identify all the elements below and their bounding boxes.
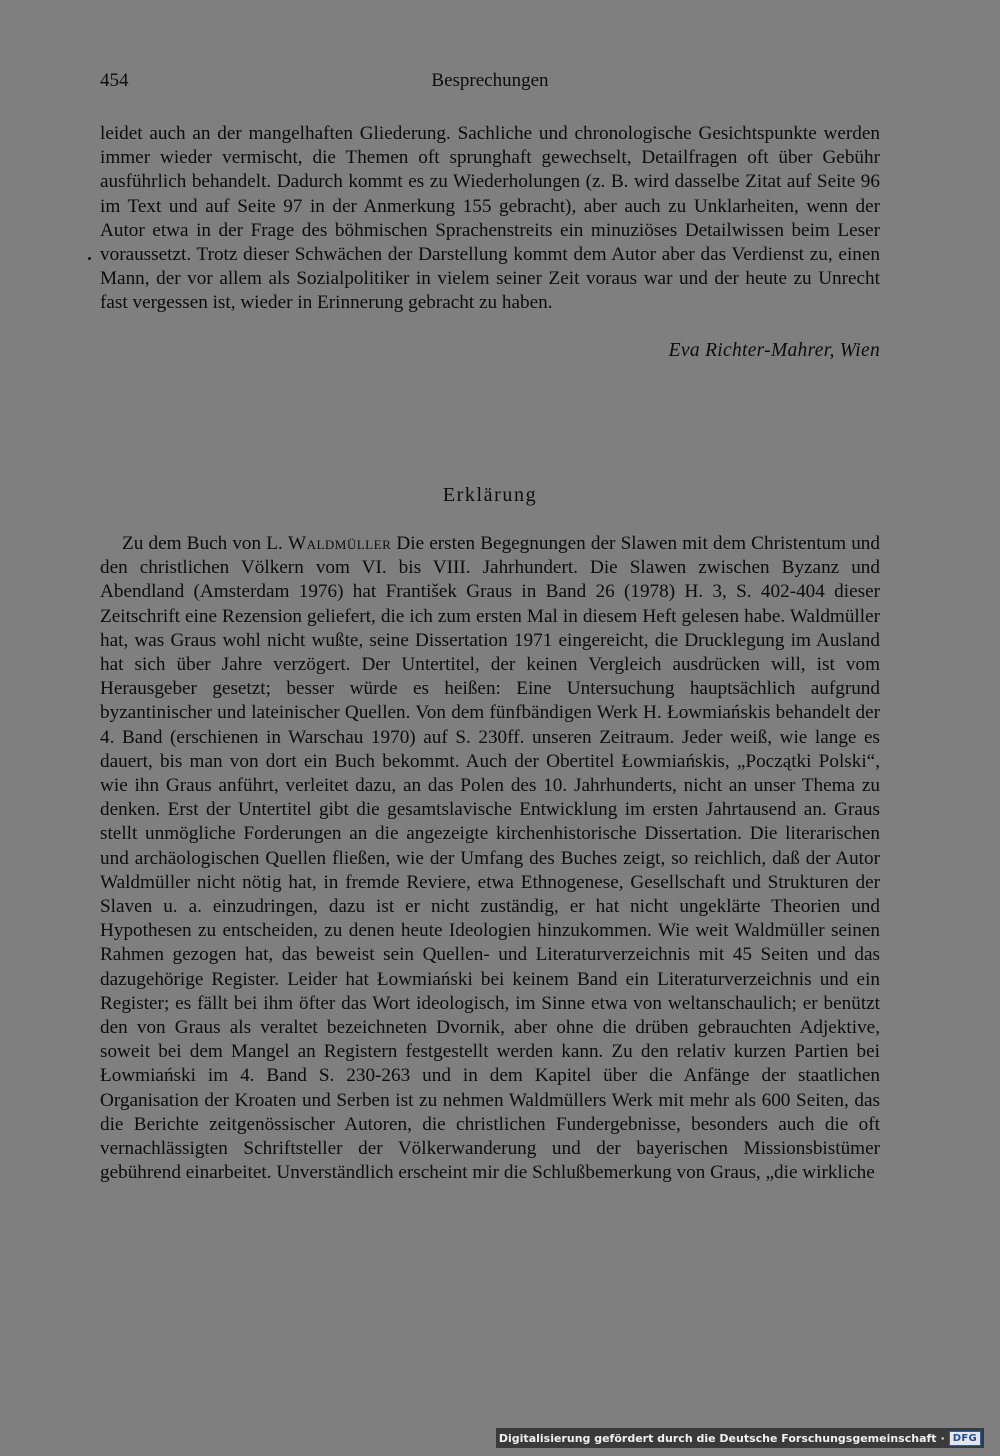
page-header xyxy=(100,70,880,96)
digitization-footer xyxy=(496,1428,984,1448)
intro-text: Zu dem Buch von L. xyxy=(122,533,288,554)
declaration-body xyxy=(100,532,880,1185)
scan-speck xyxy=(88,257,91,260)
dfg-logo-icon: DFG xyxy=(949,1431,981,1446)
review-paragraph: leidet auch an der mangelhaften Gliederung. Sachliche und chronologische Gesichtspunkte werden immer wieder vermischt, die Themen oft sprunghaft gewechselt, Detailfragen oft über Gebühr ausführlich behandelt. Dadurch kommt es zu Wiederholungen (z. B. wird dasselbe Zitat auf Seite 96 im Text und auf Seite 97 in der Anmerkung 155 gebracht), aber auch zu Unklarheiten, wenn der Autor etwa in der Frage des böhmischen Sprachenstreits ein minuziöses Detailwissen beim Leser voraussetzt. Trotz dieser Schwächen der Darstellung kommt dem Autor aber das Verdienst zu, einen Mann, der vor allem als Sozialpolitiker in vielem seiner Zeit voraus war und der heute zu Unrecht fast vergessen ist, wieder in Erinnerung gebracht zu haben. xyxy=(100,123,880,314)
section-title: Erklärung xyxy=(442,484,538,506)
footer-separator: · xyxy=(940,1431,945,1445)
author-name: Waldmüller xyxy=(287,533,392,554)
running-head: Besprechungen xyxy=(431,70,549,91)
review-conclusion xyxy=(100,122,880,316)
reviewer-signature: Eva Richter-Mahrer, Wien xyxy=(668,340,880,361)
body-text: Die ersten Begegnungen der Slawen mit dem Christentum und den christlichen Völkern vom VI. bis VIII. Jahrhundert. Die Slawen zwischen Byzanz und Abendland (Amsterdam 1976) hat František Graus in Band 26 (1978) H. 3, S. 402-404 dieser Zeitschrift eine Rezension geliefert, die ich zum ersten Mal in diesem Heft gelesen habe. Waldmüller hat, was Graus wohl nicht wußte, seine Dissertation 1971 eingereicht, die Drucklegung im Ausland hat sich über Jahre verzögert. Der Untertitel, der keinen Vergleich ausdrücken will, ist vom Herausgeber gesetzt; besser würde es heißen: Eine Untersuchung hauptsächlich aufgrund byzantinischer und lateinischer Quellen. Von dem fünfbändigen Werk H. Łowmiańskis behandelt der 4. Band (erschienen in Warschau 1970) auf S. 230ff. unseren Zeitraum. Jeder weiß, wie lange es dauert, bis man von dort ein Buch bekommt. Auch der Obertitel Łowmiańskis, „Początki Polski“, wie ihn Graus anführt, verleitet dazu, an das Polen des 10. Jahrhunderts, nicht an unser Thema zu denken. Erst der Untertitel gibt die gesamtslavische Entwicklung im ersten Jahrtausend an. Graus stellt unmögliche Forderungen an die angezeigte kirchenhistorische Dissertation. Die literarischen und archäologischen Quellen fließen, wie der Umfang des Buches zeigt, so reichlich, daß der Autor Waldmüller nicht nötig hat, in fremde Reviere, etwa Ethnogenese, Gesellschaft und Strukturen der Slaven u. a. einzudringen, dazu ist er nicht zuständig, er hat nicht ungeklärte Theorien und Hypothesen zu entscheiden, zu denen heute Ideologien hinzukommen. Wie weit Waldmüller seinen Rahmen gezogen hat, das beweist sein Quellen- und Literaturverzeichnis mit 45 Seiten und das dazugehörige Register. Leider hat Łowmiański bei keinem Band ein Literaturverzeichnis und ein Register; es fällt bei ihm öfter das Wort ideologisch, im Sinne etwa von weltanschaulich; er benützt den von Graus als veraltet bezeichneten Dvornik, aber ohne die drüben gebrauchten Adjektive, soweit bei dem Mangel an Registern festgestellt werden kann. Zu den relativ kurzen Partien bei Łowmiański im 4. Band S. 230-263 und in dem Kapitel über die Anfänge der staatlichen Organisation der Kroaten und Serben ist zu nehmen Waldmüllers Werk mit mehr als 600 Seiten, das die Berichte zeitgenössischer Autoren, die christlichen Fundergebnisse, besonders auch die oft vernachlässigten Schriftsteller der Völkerwanderung und der bayerischen Missionsbistümer gebührend einarbeitet. Unverständlich erscheint mir die Schlußbemerkung von Graus, „die wirkliche xyxy=(100,533,880,1184)
page-number: 454 xyxy=(100,70,129,91)
footer-credit: Digitalisierung gefördert durch die Deutsche Forschungsgemeinschaft xyxy=(498,1431,937,1445)
declaration-paragraph xyxy=(100,532,880,1185)
